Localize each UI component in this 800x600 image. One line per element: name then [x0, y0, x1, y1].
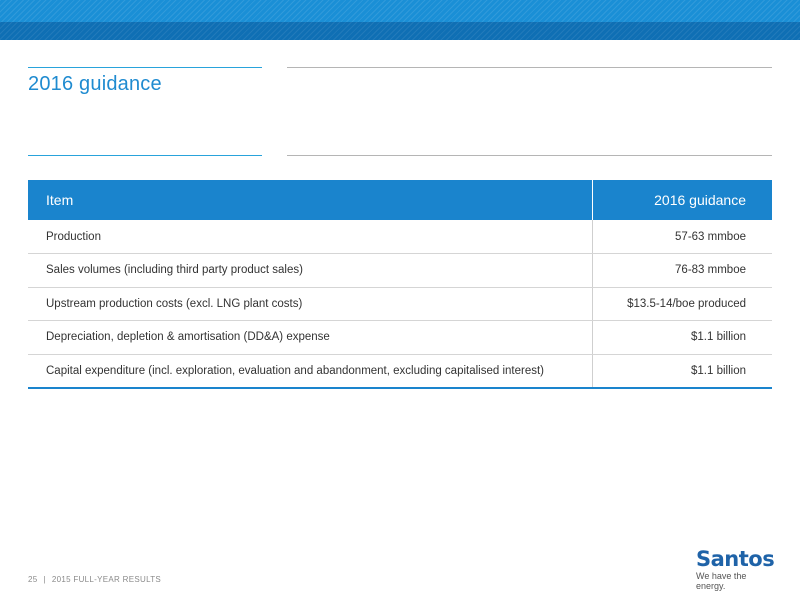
- santos-logo: [696, 548, 776, 591]
- row-guidance-cell: $13.5-14/boe produced: [592, 287, 772, 321]
- row-item-cell: Upstream production costs (excl. LNG plant costs): [28, 287, 592, 321]
- table-header-row: [28, 180, 772, 220]
- top-banner-dark-band: [0, 22, 800, 40]
- row-item-cell: Capital expenditure (incl. exploration, evaluation and abandonment, excluding capitalised interest): [28, 354, 592, 388]
- logo-wordmark: Santos: [696, 547, 775, 571]
- column-header-item: Item: [46, 192, 74, 208]
- page-number: 25: [28, 575, 38, 584]
- top-banner: [0, 0, 800, 40]
- row-guidance-cell: 76-83 mmboe: [592, 254, 772, 288]
- guidance-table: [28, 180, 772, 389]
- table-row: [28, 287, 772, 321]
- title-rule-bottom-right: [287, 155, 772, 156]
- title-rule-bottom-left: [28, 155, 262, 156]
- table-row: [28, 254, 772, 288]
- slide-footer: [28, 575, 161, 584]
- row-guidance-cell: $1.1 billion: [592, 354, 772, 388]
- footer-text: 2015 FULL-YEAR RESULTS: [51, 575, 162, 584]
- table-row: [28, 354, 772, 388]
- logo-tagline: We have the energy.: [696, 571, 747, 591]
- title-rule-top-right: [287, 67, 772, 68]
- table-row: [28, 321, 772, 355]
- row-guidance-cell: 57-63 mmboe: [592, 220, 772, 254]
- row-item-cell: Sales volumes (including third party product sales): [28, 254, 592, 288]
- footer-separator: |: [43, 575, 46, 584]
- column-header-guidance: 2016 guidance: [592, 180, 772, 220]
- row-item-cell: Depreciation, depletion & amortisation (DD&A) expense: [28, 321, 592, 355]
- title-rule-top-left: [28, 67, 262, 68]
- table-row: [28, 220, 772, 254]
- page-title: 2016 guidance: [28, 73, 162, 95]
- row-guidance-cell: $1.1 billion: [592, 321, 772, 355]
- row-item-cell: Production: [28, 220, 592, 254]
